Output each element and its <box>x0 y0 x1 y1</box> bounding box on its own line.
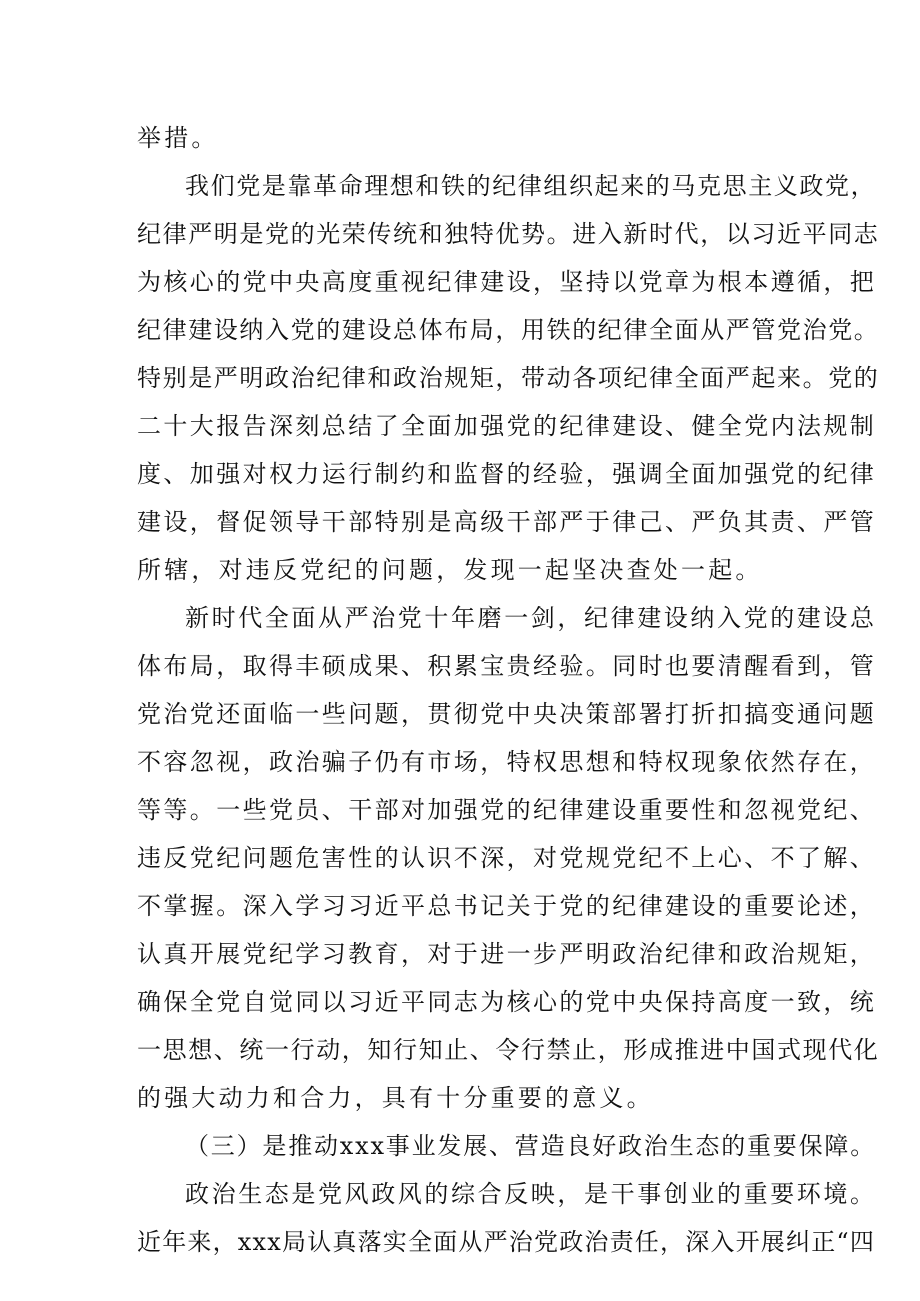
text-line: 认真开展党纪学习教育，对于进一步严明政治纪律和政治规矩， <box>137 940 877 968</box>
text-line: 举措。 <box>137 124 219 152</box>
text-line: 的强大动力和合力，具有十分重要的意义。 <box>137 1084 654 1112</box>
text-line: 度、加强对权力运行制约和监督的经验，强调全面加强党的纪律 <box>137 460 877 488</box>
text-line: 为核心的党中央高度重视纪律建设，坚持以党章为根本遵循，把 <box>137 268 877 296</box>
paragraph-start-line: 政治生态是党风政风的综合反映，是干事创业的重要环境。 <box>185 1180 877 1208</box>
text-line: 一思想、统一行动，知行知止、令行禁止，形成推进中国式现代化 <box>137 1036 880 1064</box>
text-line: 体布局，取得丰硕成果、积累宝贵经验。同时也要清醒看到，管 <box>137 652 877 680</box>
text-line: 等等。一些党员、干部对加强党的纪律建设重要性和忽视党纪、 <box>137 796 877 824</box>
text-line: 违反党纪问题危害性的认识不深，对党规党纪不上心、不了解、 <box>137 844 877 872</box>
paragraph-start-line: 新时代全面从严治党十年磨一剑，纪律建设纳入党的建设总 <box>185 604 877 632</box>
text-line: 近年来，xxx局认真落实全面从严治党政治责任，深入开展纠正“四 <box>137 1228 876 1256</box>
text-line: 特别是严明政治纪律和政治规矩，带动各项纪律全面严起来。党的 <box>137 364 880 392</box>
text-line: 不容忽视，政治骗子仍有市场，特权思想和特权现象依然存在， <box>137 748 877 776</box>
paragraph-start-line: 我们党是靠革命理想和铁的纪律组织起来的马克思主义政党， <box>185 172 877 200</box>
text-line: 不掌握。深入学习习近平总书记关于党的纪律建设的重要论述， <box>137 892 877 920</box>
text-line: 纪律建设纳入党的建设总体布局，用铁的纪律全面从严管党治党。 <box>137 316 880 344</box>
text-line: 党治党还面临一些问题，贯彻党中央决策部署打折扣搞变通问题 <box>137 700 877 728</box>
text-line: 建设，督促领导干部特别是高级干部严于律己、严负其责、严管 <box>137 508 877 536</box>
section-heading: （三）是推动xxx事业发展、营造良好政治生态的重要保障。 <box>185 1132 877 1160</box>
text-line: 纪律严明是党的光荣传统和独特优势。进入新时代，以习近平同志 <box>137 220 880 248</box>
text-line: 所辖，对违反党纪的问题，发现一起坚决查处一起。 <box>137 556 763 584</box>
text-line: 确保全党自觉同以习近平同志为核心的党中央保持高度一致，统 <box>137 988 877 1016</box>
text-line: 二十大报告深刻总结了全面加强党的纪律建设、健全党内法规制 <box>137 412 877 440</box>
